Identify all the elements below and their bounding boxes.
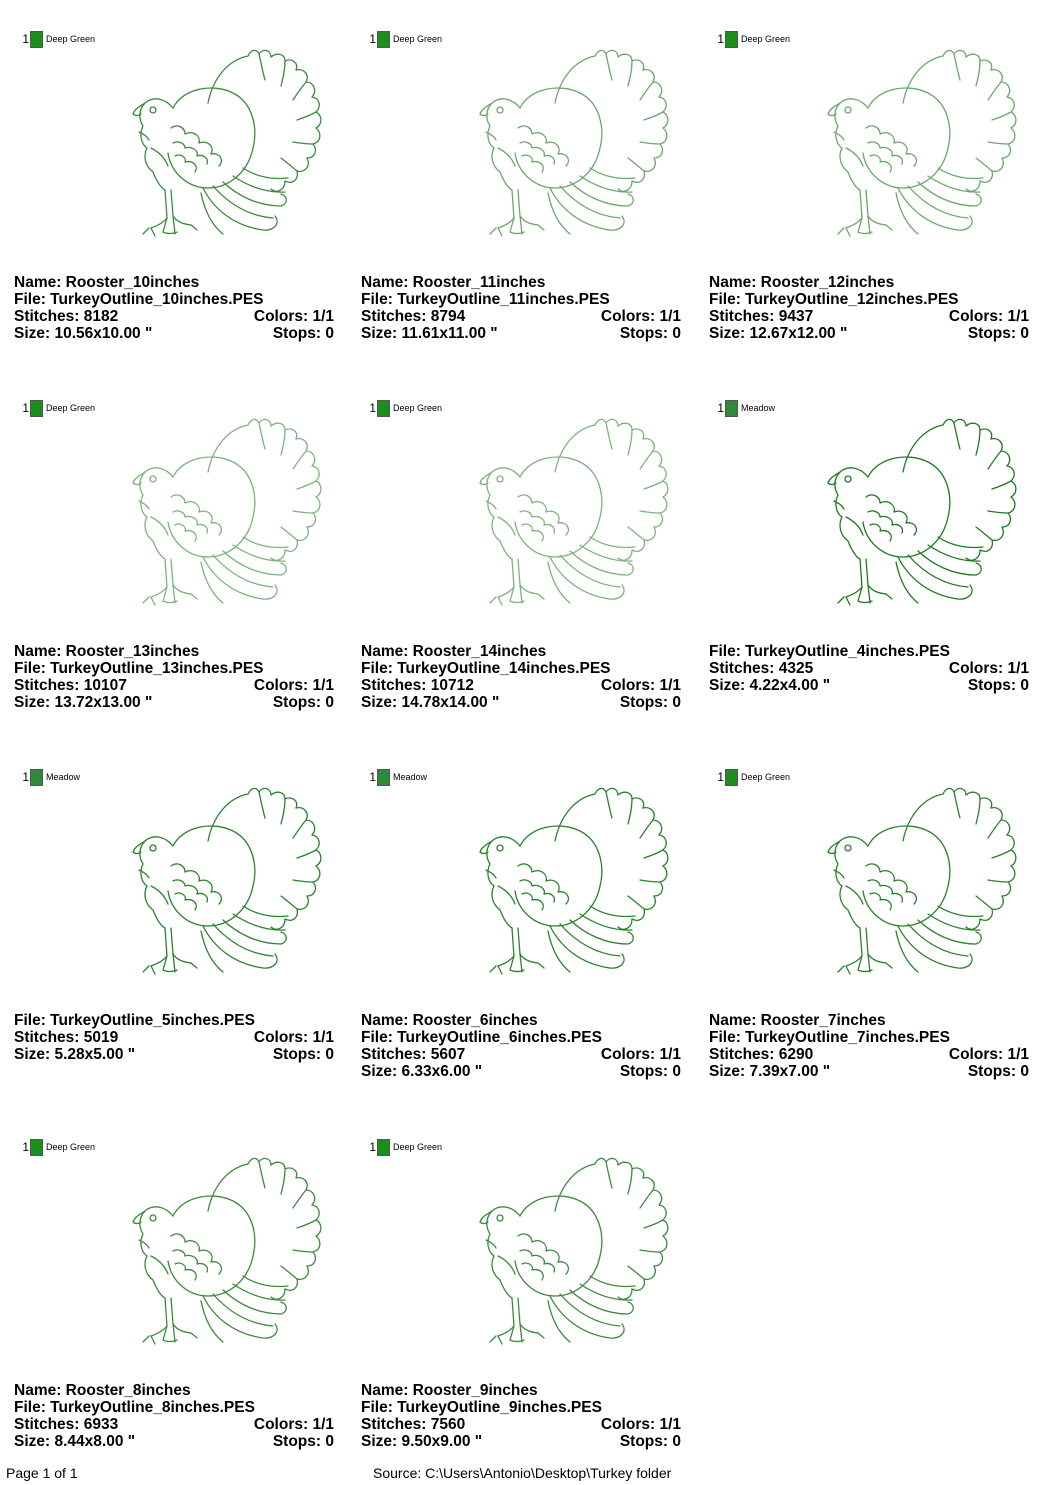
design-size: Size: 12.67x12.00 " [709, 325, 848, 342]
stop-count: Stops: 0 [272, 325, 334, 342]
thread-number: 1 [369, 770, 376, 784]
thread-number: 1 [369, 32, 376, 46]
design-file: File: TurkeyOutline_10inches.PES [14, 291, 264, 308]
color-count: Colors: 1/1 [948, 308, 1029, 325]
thread-legend [16, 768, 80, 786]
design-card [355, 768, 685, 1128]
stop-count: Stops: 0 [272, 694, 334, 711]
design-file: File: TurkeyOutline_13inches.PES [14, 660, 264, 677]
design-file: File: TurkeyOutline_7inches.PES [709, 1029, 950, 1046]
design-card [355, 30, 685, 390]
design-name: Name: Rooster_10inches [14, 274, 200, 291]
design-info [709, 643, 1029, 694]
stitch-count: Stitches: 7560 [361, 1416, 466, 1433]
thread-color-swatch [725, 769, 738, 786]
design-info [361, 1382, 681, 1450]
design-card [8, 30, 338, 390]
thread-number: 1 [22, 770, 29, 784]
thread-color-swatch [30, 769, 43, 786]
stop-count: Stops: 0 [619, 325, 681, 342]
thread-legend [363, 399, 442, 417]
design-card [703, 768, 1033, 1128]
stitch-count: Stitches: 5607 [361, 1046, 466, 1063]
design-card [703, 30, 1033, 390]
design-info [361, 1012, 681, 1080]
color-count: Colors: 1/1 [600, 308, 681, 325]
thread-legend [711, 399, 775, 417]
design-size: Size: 13.72x13.00 " [14, 694, 153, 711]
thread-number: 1 [22, 401, 29, 415]
design-info [709, 1012, 1029, 1080]
thread-legend [16, 30, 95, 48]
thread-name: Deep Green [393, 1142, 443, 1152]
color-count: Colors: 1/1 [600, 1416, 681, 1433]
turkey-outline-icon [113, 786, 328, 986]
design-card [8, 768, 338, 1128]
thread-color-swatch [30, 31, 43, 48]
turkey-outline-icon [808, 786, 1023, 986]
turkey-outline-icon [460, 786, 675, 986]
design-file: File: TurkeyOutline_8inches.PES [14, 1399, 255, 1416]
design-size: Size: 8.44x8.00 " [14, 1433, 136, 1450]
thread-name: Meadow [46, 772, 81, 782]
design-info [14, 274, 334, 342]
stitch-count: Stitches: 5019 [14, 1029, 119, 1046]
stop-count: Stops: 0 [967, 677, 1029, 694]
design-size: Size: 14.78x14.00 " [361, 694, 500, 711]
design-name: Name: Rooster_13inches [14, 643, 200, 660]
turkey-outline-icon [460, 48, 675, 248]
design-file: File: TurkeyOutline_4inches.PES [709, 643, 950, 660]
thread-color-swatch [30, 400, 43, 417]
thread-name: Meadow [393, 772, 428, 782]
turkey-outline-icon [808, 48, 1023, 248]
thread-color-swatch [30, 1139, 43, 1156]
turkey-outline-icon [460, 417, 675, 617]
turkey-outline-icon [808, 417, 1023, 617]
design-file: File: TurkeyOutline_11inches.PES [361, 291, 610, 308]
turkey-outline-icon [113, 1156, 328, 1356]
stitch-count: Stitches: 4325 [709, 660, 814, 677]
thread-legend [711, 30, 790, 48]
design-name: Name: Rooster_9inches [361, 1382, 538, 1399]
page-number: Page 1 of 1 [6, 1465, 78, 1481]
design-card [355, 1138, 685, 1485]
color-count: Colors: 1/1 [253, 677, 334, 694]
stop-count: Stops: 0 [272, 1433, 334, 1450]
thread-number: 1 [717, 32, 724, 46]
design-info [361, 274, 681, 342]
source-path: Source: C:\Users\Antonio\Desktop\Turkey folder [373, 1465, 672, 1481]
color-count: Colors: 1/1 [948, 1046, 1029, 1063]
thread-name: Deep Green [741, 772, 791, 782]
design-size: Size: 10.56x10.00 " [14, 325, 153, 342]
color-count: Colors: 1/1 [253, 1416, 334, 1433]
design-name: Name: Rooster_6inches [361, 1012, 538, 1029]
stitch-count: Stitches: 9437 [709, 308, 814, 325]
design-size: Size: 4.22x4.00 " [709, 677, 831, 694]
stitch-count: Stitches: 6933 [14, 1416, 119, 1433]
stop-count: Stops: 0 [619, 1433, 681, 1450]
design-info [361, 643, 681, 711]
thread-number: 1 [717, 401, 724, 415]
thread-legend [363, 768, 427, 786]
design-size: Size: 11.61x11.00 " [361, 325, 498, 342]
color-count: Colors: 1/1 [600, 677, 681, 694]
design-info [14, 643, 334, 711]
color-count: Colors: 1/1 [253, 308, 334, 325]
stop-count: Stops: 0 [967, 1063, 1029, 1080]
thread-number: 1 [369, 1140, 376, 1154]
design-file: File: TurkeyOutline_12inches.PES [709, 291, 959, 308]
color-count: Colors: 1/1 [600, 1046, 681, 1063]
design-size: Size: 7.39x7.00 " [709, 1063, 831, 1080]
design-name: Name: Rooster_12inches [709, 274, 895, 291]
design-card [355, 399, 685, 759]
thread-color-swatch [377, 400, 390, 417]
thread-number: 1 [22, 32, 29, 46]
design-name: Name: Rooster_11inches [361, 274, 546, 291]
thread-number: 1 [369, 401, 376, 415]
thread-name: Deep Green [46, 34, 96, 44]
design-info [709, 274, 1029, 342]
color-count: Colors: 1/1 [948, 660, 1029, 677]
stitch-count: Stitches: 10107 [14, 677, 127, 694]
stitch-count: Stitches: 8182 [14, 308, 119, 325]
turkey-outline-icon [460, 1156, 675, 1356]
stitch-count: Stitches: 8794 [361, 308, 466, 325]
thread-name: Deep Green [46, 1142, 96, 1152]
design-file: File: TurkeyOutline_14inches.PES [361, 660, 611, 677]
stitch-count: Stitches: 6290 [709, 1046, 814, 1063]
design-card [8, 399, 338, 759]
thread-name: Deep Green [393, 403, 443, 413]
design-size: Size: 5.28x5.00 " [14, 1046, 136, 1063]
design-name: Name: Rooster_7inches [709, 1012, 886, 1029]
thread-color-swatch [725, 31, 738, 48]
design-card [703, 399, 1033, 759]
thread-name: Deep Green [393, 34, 443, 44]
thread-number: 1 [717, 770, 724, 784]
thread-name: Meadow [741, 403, 776, 413]
thread-color-swatch [725, 400, 738, 417]
design-card [8, 1138, 338, 1485]
thread-color-swatch [377, 769, 390, 786]
design-name: Name: Rooster_14inches [361, 643, 547, 660]
stop-count: Stops: 0 [619, 1063, 681, 1080]
thread-legend [363, 1138, 442, 1156]
stop-count: Stops: 0 [967, 325, 1029, 342]
design-name: Name: Rooster_8inches [14, 1382, 191, 1399]
design-size: Size: 6.33x6.00 " [361, 1063, 483, 1080]
thread-legend [16, 1138, 95, 1156]
thread-legend [363, 30, 442, 48]
thread-name: Deep Green [741, 34, 791, 44]
design-file: File: TurkeyOutline_9inches.PES [361, 1399, 602, 1416]
thread-color-swatch [377, 1139, 390, 1156]
design-file: File: TurkeyOutline_6inches.PES [361, 1029, 602, 1046]
stop-count: Stops: 0 [619, 694, 681, 711]
design-info [14, 1382, 334, 1450]
stitch-count: Stitches: 10712 [361, 677, 474, 694]
turkey-outline-icon [113, 48, 328, 248]
thread-number: 1 [22, 1140, 29, 1154]
thread-legend [711, 768, 790, 786]
design-size: Size: 9.50x9.00 " [361, 1433, 483, 1450]
thread-name: Deep Green [46, 403, 96, 413]
thread-legend [16, 399, 95, 417]
design-file: File: TurkeyOutline_5inches.PES [14, 1012, 255, 1029]
design-info [14, 1012, 334, 1063]
color-count: Colors: 1/1 [253, 1029, 334, 1046]
stop-count: Stops: 0 [272, 1046, 334, 1063]
thread-color-swatch [377, 31, 390, 48]
turkey-outline-icon [113, 417, 328, 617]
